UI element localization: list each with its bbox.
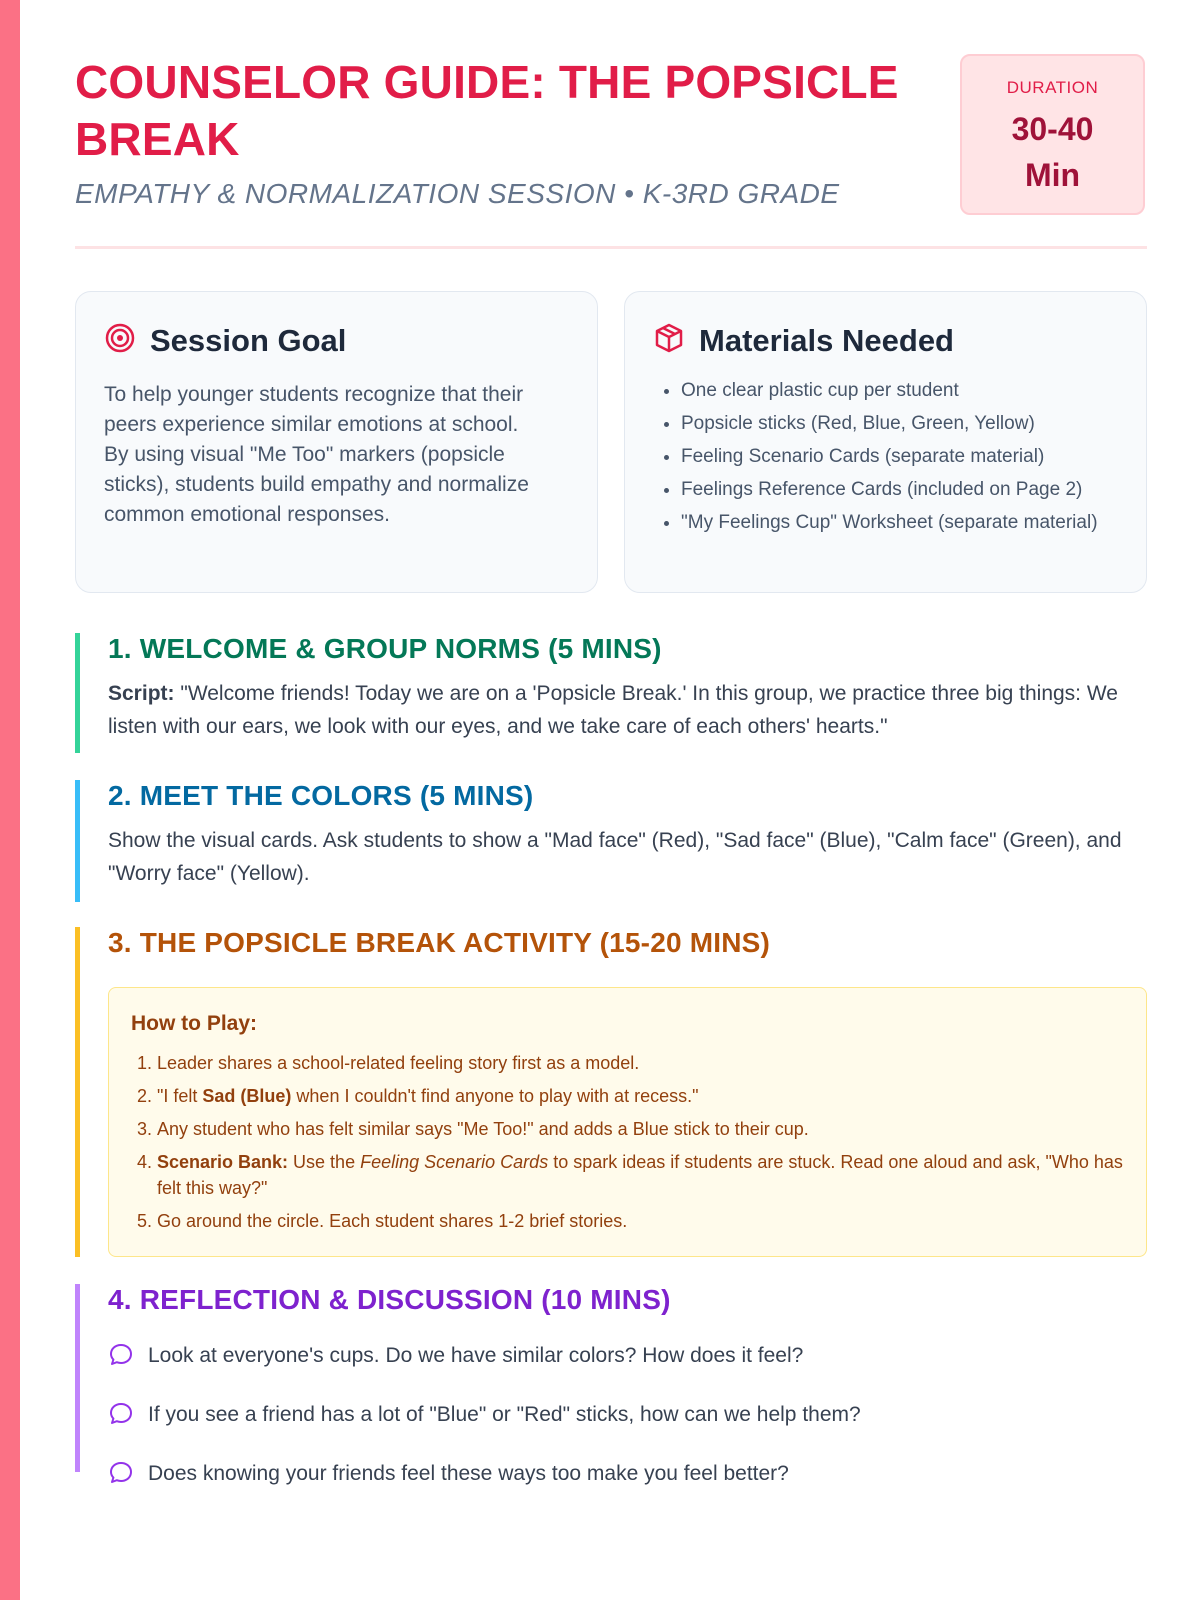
page — [75, 0, 1147, 1485]
session-goal-header — [104, 322, 346, 359]
step-item: 3. Any student who has felt similar says "Me Too!" and adds a Blue stick to their cup. — [157, 1116, 1137, 1142]
materials-card — [624, 291, 1147, 593]
steps-list — [131, 1050, 1137, 1241]
question-text: Look at everyone's cups. Do we have similar colors? How does it feel? — [148, 1343, 804, 1367]
materials-item: • "My Feelings Cup" Worksheet (separate material) — [681, 510, 1141, 536]
section-title: 1. WELCOME & GROUP NORMS (5 MINS) — [108, 633, 662, 664]
script-label: Script: — [108, 682, 175, 705]
speech-bubble-icon — [108, 1342, 134, 1377]
reflection-questions — [108, 1334, 1147, 1495]
header-divider — [75, 246, 1147, 249]
section-accent-bar — [75, 1284, 80, 1472]
section-title: 3. THE POPSICLE BREAK ACTIVITY (15-20 MINS) — [108, 927, 771, 958]
section-colors — [75, 780, 1147, 902]
step-bold: Sad (Blue) — [202, 1086, 292, 1106]
question-text: Does knowing your friends feel these ways too make you feel better? — [148, 1461, 789, 1485]
materials-list — [653, 378, 1141, 543]
session-goal-text: To help younger students recognize that their peers experience similar emotions at school. By using visual "Me Too" markers (popsicle sticks), students build empathy and normalize common emotional responses. — [104, 383, 529, 526]
step-italic: Feeling Scenario Cards — [360, 1152, 549, 1172]
speech-bubble-icon — [108, 1460, 134, 1495]
materials-item: • Feeling Scenario Cards (separate material) — [681, 444, 1141, 470]
section-welcome — [75, 633, 1147, 753]
materials-item: • Popsicle sticks (Red, Blue, Green, Yellow) — [681, 411, 1141, 437]
step-text: when I couldn't find anyone to play with at recess." — [291, 1086, 699, 1106]
step-item — [157, 1083, 1137, 1109]
section-accent-bar — [75, 780, 80, 902]
duration-unit: Min — [1024, 157, 1081, 193]
duration-value — [962, 106, 1143, 198]
step-text: "I felt — [157, 1086, 203, 1106]
section-accent-bar — [75, 927, 80, 1257]
step-item: 5. Go around the circle. Each student shares 1-2 brief stories. — [157, 1208, 1137, 1234]
page-subtitle: EMPATHY & NORMALIZATION SESSION • K-3RD GRADE — [75, 178, 840, 209]
step-item: 1. Leader shares a school-related feeling story first as a model. — [157, 1050, 1137, 1076]
box-icon — [653, 322, 685, 359]
materials-header — [653, 322, 954, 359]
target-icon — [104, 322, 136, 359]
materials-item: • Feelings Reference Cards (included on Page 2) — [681, 477, 1141, 503]
script-text: "Welcome friends! Today we are on a 'Popsicle Break.' In this group, we practice three big things: We listen with our ears, we look with our eyes, and we take care of each others' hearts." — [108, 682, 1118, 738]
section-title: 2. MEET THE COLORS (5 MINS) — [108, 780, 534, 811]
section-text: Show the visual cards. Ask students to show a "Mad face" (Red), "Sad face" (Blue), "Calm face" (Green), and "Worry face" (Yellow). — [108, 829, 1122, 885]
section-title: 4. REFLECTION & DISCUSSION (10 MINS) — [108, 1284, 671, 1315]
question-item — [108, 1334, 1147, 1377]
question-item — [108, 1393, 1147, 1436]
question-item — [108, 1452, 1147, 1495]
materials-title: Materials Needed — [699, 322, 954, 358]
header — [75, 0, 1147, 248]
left-accent-stripe — [0, 0, 20, 1600]
page-title: COUNSELOR GUIDE: THE POPSICLE BREAK — [75, 56, 899, 165]
session-goal-card — [75, 291, 598, 593]
step-bold: Scenario Bank: — [157, 1152, 289, 1172]
materials-item: • One clear plastic cup per student — [681, 378, 1141, 404]
section-accent-bar — [75, 633, 80, 753]
duration-label: DURATION — [1006, 78, 1099, 97]
duration-badge — [960, 54, 1145, 215]
section-activity — [75, 927, 1147, 1257]
section-reflection — [75, 1284, 1147, 1485]
question-text: If you see a friend has a lot of "Blue" or "Red" sticks, how can we help them? — [148, 1402, 861, 1426]
step-item — [157, 1149, 1137, 1201]
how-to-play-title: How to Play: — [131, 1012, 258, 1035]
step-text: to spark ideas if students are stuck. Read one aloud and ask, "Who has felt this way?" — [157, 1152, 1123, 1198]
step-text: Use the — [288, 1152, 361, 1172]
section-text — [108, 677, 1147, 743]
speech-bubble-icon — [108, 1401, 134, 1436]
session-goal-title: Session Goal — [150, 322, 347, 358]
how-to-play-box — [108, 987, 1147, 1257]
duration-range: 30-40 — [1011, 111, 1094, 147]
